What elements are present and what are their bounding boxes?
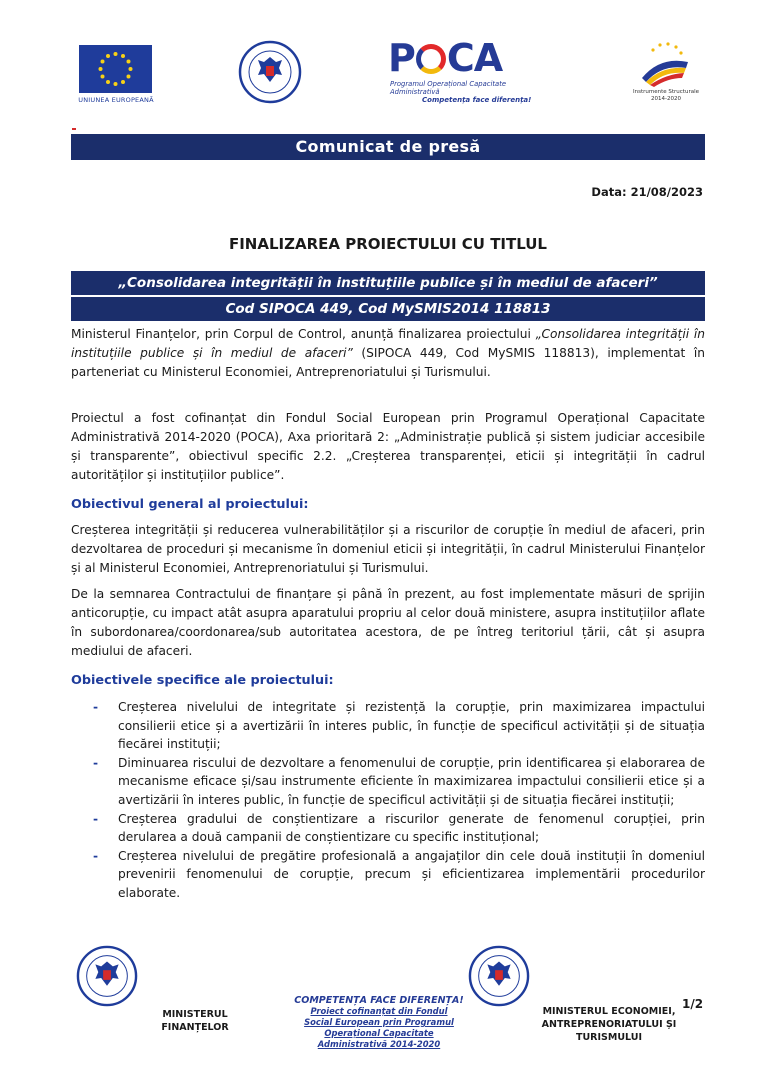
footer-right-line-2: ANTREPRENORIATULUI ȘI bbox=[541, 1019, 677, 1030]
eu-label: UNIUNEA EUROPEANĂ bbox=[78, 96, 154, 104]
footer-ministry-economy bbox=[534, 1005, 684, 1044]
eu-star-icon bbox=[114, 52, 118, 56]
red-marker bbox=[72, 128, 76, 130]
specific-objectives-list bbox=[71, 698, 705, 903]
eu-star-icon bbox=[101, 75, 105, 79]
page-number: 1/2 bbox=[682, 997, 704, 1011]
measures-paragraph: De la semnarea Contractului de finanțare și până în prezent, au fost implementate măsuri de sprijin anticorupție, cu impact atât asupra aparatului propriu al celor două ministere, asupra instituțiilor aflate în subordonarea/coordonarea/sub autoritatea acestora, de pe întreg teritoriul țării, cât și asupra mediului de afaceri. bbox=[71, 587, 705, 658]
list-item bbox=[71, 754, 705, 810]
intro-paragraph bbox=[71, 325, 705, 382]
eu-star-icon bbox=[121, 54, 125, 58]
poca-logo bbox=[388, 36, 548, 108]
funding-paragraph: Proiectul a fost cofinanțat din Fondul Social European prin Programul Operațional Capacitate Administrativă 2014-2020 (POCA), Axa prioritară 2: „Administrație publică și sistem judiciar accesibile și transparente”, obiectivul specific 2.2. „Creșterea transparenței, eticii și integrității în cadrul autorităților și instituțiilor publice”. bbox=[71, 411, 705, 482]
objective-text: Creșterea nivelului de integritate și rezistență la corupție, prin maximizarea impactului consilierii etice și a avertizării în interes public, în funcție de specificul activității și de situația fiecărei instituții; bbox=[118, 700, 705, 752]
is-label-line-1: Instrumente Structurale bbox=[633, 89, 699, 95]
eu-flag-icon bbox=[79, 45, 152, 93]
eu-star-icon bbox=[106, 80, 110, 84]
project-title-bar: „Consolidarea integrității în instituțiile publice și în mediul de afaceri” bbox=[71, 271, 705, 295]
government-seal-icon bbox=[468, 945, 530, 1007]
list-item bbox=[71, 810, 705, 847]
footer-left-line-2: FINANȚELOR bbox=[161, 1022, 229, 1033]
footer-right-line-3: TURISMULUI bbox=[575, 1032, 643, 1043]
press-release-banner: Comunicat de presă bbox=[71, 134, 705, 160]
list-item bbox=[71, 847, 705, 903]
poca-logo-text: P CA bbox=[388, 36, 503, 80]
bullet-dash: - bbox=[93, 700, 99, 714]
bullet-dash: - bbox=[93, 811, 99, 826]
footer-ministry-finance bbox=[155, 1008, 235, 1034]
eu-star-icon bbox=[101, 60, 105, 64]
eu-star-icon bbox=[126, 75, 130, 79]
eu-star-icon bbox=[114, 82, 118, 86]
footer-cofinancing-note bbox=[290, 995, 468, 1050]
eu-star-icon bbox=[129, 67, 133, 71]
is-label-line-2: 2014-2020 bbox=[651, 96, 681, 102]
general-objective-paragraph: Creșterea integrității și reducerea vulnerabilităților și a riscurilor de corupție în mediul de afaceri, prin dezvoltarea de proceduri și mecanisme în domeniul eticii și integrității, în cadrul Ministerului Finanțelor și al Ministerul Economiei, Antreprenoriatului și Turismului. bbox=[71, 523, 705, 575]
specific-objectives-heading: Obiectivele specifice ale proiectului: bbox=[71, 673, 334, 688]
poca-subtitle: Programul Operațional Capacitate Administrativă bbox=[390, 80, 507, 96]
poca-tagline: Competența face diferența! bbox=[422, 96, 532, 104]
objective-text: Diminuarea riscului de dezvoltare a fenomenului de corupție, prin identificarea și elaborarea de mecanisme eficace și/sau instrumente eficiente în maximizarea impactului consilierii etice și a avertizării în interes public, în funcție de specificul activității și de situația fiecărei instituții; bbox=[118, 755, 705, 807]
structural-instruments-label bbox=[616, 89, 716, 103]
page-title: FINALIZAREA PROIECTULUI CU TITLUL bbox=[228, 235, 547, 253]
government-seal-icon bbox=[238, 40, 302, 104]
footer-mid-line-2: Social European prin Programul bbox=[304, 1017, 454, 1027]
eu-star-icon bbox=[126, 60, 130, 64]
general-objective-heading: Obiectivul general al proiectului: bbox=[71, 497, 309, 512]
footer-mid-line-3: Operațional Capacitate bbox=[324, 1028, 434, 1038]
eu-star-icon bbox=[106, 54, 110, 58]
bullet-dash: - bbox=[93, 755, 99, 770]
eu-star-icon bbox=[99, 67, 103, 71]
footer-tagline: COMPETENȚA FACE DIFERENȚA! bbox=[294, 995, 464, 1006]
intro-text-a: Ministerul Finanțelor, prin Corpul de Control, anunță finalizarea proiectului bbox=[71, 327, 536, 341]
footer-mid-line-4: Administrativă 2014-2020 bbox=[317, 1039, 441, 1049]
government-seal-icon bbox=[76, 945, 138, 1007]
footer-right-line-1: MINISTERUL ECONOMIEI, bbox=[542, 1006, 676, 1017]
footer-mid-line-1: Proiect cofinanțat din Fondul bbox=[310, 1006, 448, 1016]
project-codes-bar: Cod SIPOCA 449, Cod MySMIS2014 118813 bbox=[71, 297, 705, 321]
objective-text: Creșterea gradului de conștientizare a riscurilor generate de fenomenul corupției, prin derularea a două campanii de conștientizare cu specific instituțional; bbox=[118, 811, 705, 845]
intro-project-name: „Consolidarea integrității în instituțiile publice și în mediul de afaceri” bbox=[71, 327, 705, 360]
intro-text-c: (SIPOCA 449, Cod MySMIS 118813), implementat în parteneriat cu Ministerul Economiei, Antreprenoriatului și Turismului. bbox=[71, 346, 706, 379]
list-item bbox=[71, 698, 705, 754]
footer-left-line-1: MINISTERUL bbox=[162, 1009, 228, 1020]
release-date: Data: 21/08/2023 bbox=[591, 185, 703, 199]
bullet-dash: - bbox=[93, 848, 99, 863]
objective-text: Creșterea nivelului de pregătire profesională a angajaților din cele două instituții în domeniul prevenirii fenomenului de corupție, precum și eficientizarea implementării procedurilor elaborate. bbox=[118, 848, 705, 900]
eu-star-icon bbox=[121, 80, 125, 84]
